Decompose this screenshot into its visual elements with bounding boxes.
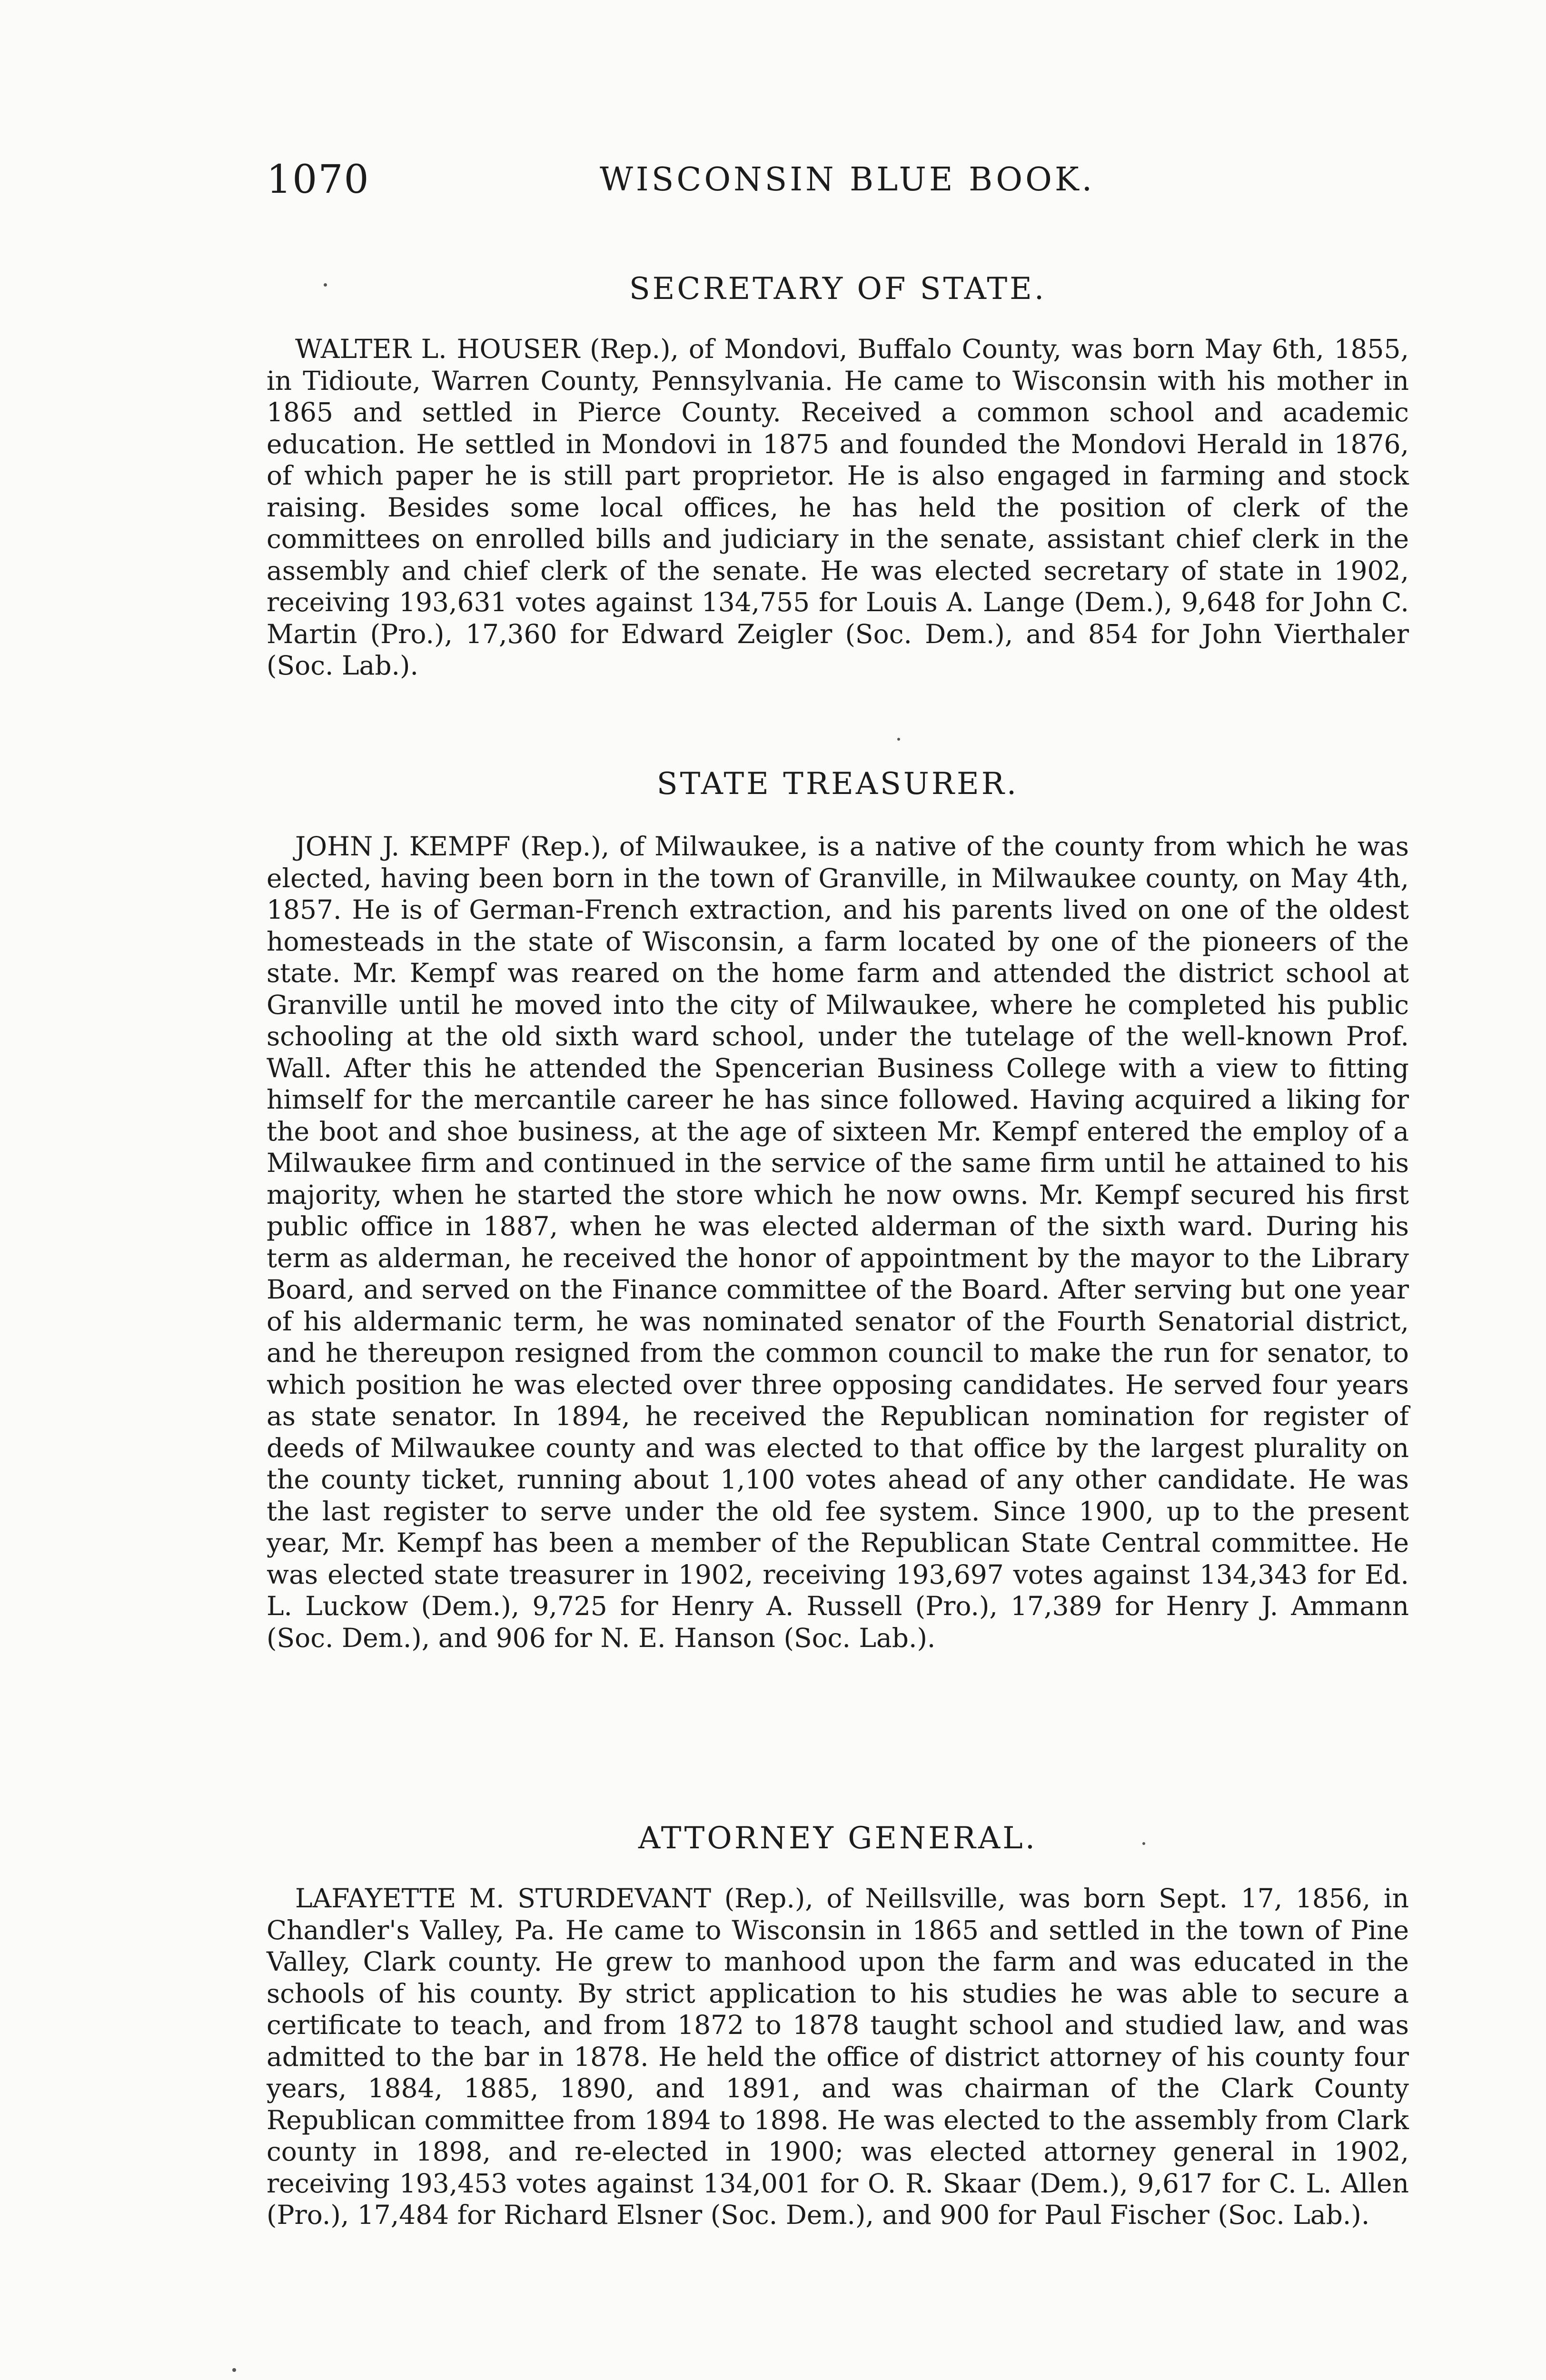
bio-attorney-general: LAFAYETTE M. STURDEVANT (Rep.), of Neillsville, was born Sept. 17, 1856, in Chandler's Valley, Pa. He came to Wisconsin in 1865 and settled in the town of Pine Valley, Clark county. He grew to manhood upon the farm and was educated in the schools of his county. By strict application to his studies he was able to secure a certificate to teach, and from 1872 to 1878 taught school and studied law, and was admitted to the bar in 1878. He held the office of district attorney of his county four years, 1884, 1885, 1890, and 1891, and was chairman of the Clark County Republican committee from 1894 to 1898. He was elected to the assembly from Clark county in 1898, and re-elected in 1900; was elected attorney general in 1902, receiving 193,453 votes against 134,001 for O. R. Skaar (Dem.), 9,617 for C. L. Allen (Pro.), 17,484 for Richard Elsner (Soc. Dem.), and 900 for Paul Fischer (Soc. Lab.). bbox=[267, 1883, 1409, 2230]
print-speck bbox=[897, 738, 900, 741]
running-head bbox=[267, 157, 1409, 209]
page-number: 1070 bbox=[267, 157, 370, 202]
print-speck bbox=[232, 2368, 236, 2372]
section-heading-state-treasurer: STATE TREASURER. bbox=[656, 766, 1019, 802]
section-heading-secretary-of-state: SECRETARY OF STATE. bbox=[629, 271, 1047, 307]
print-speck bbox=[1142, 1842, 1145, 1845]
section-heading-attorney-general: ATTORNEY GENERAL. bbox=[638, 1821, 1038, 1856]
print-speck bbox=[324, 283, 327, 287]
bio-state-treasurer: JOHN J. KEMPF (Rep.), of Milwaukee, is a native of the county from which he was elected, having been born in the town of Granville, in Milwaukee county, on May 4th, 1857. He is of German-French extraction, and his parents lived on one of the oldest homesteads in the state of Wisconsin, a farm located by one of the pioneers of the state. Mr. Kempf was reared on the home farm and attended the district school at Granville until he moved into the city of Milwaukee, where he completed his public schooling at the old sixth ward school, under the tutelage of the well-known Prof. Wall. After this he attended the Spencerian Business College with a view to fitting himself for the mercantile career he has since followed. Having acquired a liking for the boot and shoe business, at the age of sixteen Mr. Kempf entered the employ of a Milwaukee firm and continued in the service of the same firm until he attained to his majority, when he started the store which he now owns. Mr. Kempf secured his first public office in 1887, when he was elected alderman of the sixth ward. During his term as alderman, he received the honor of appointment by the mayor to the Library Board, and served on the Finance committee of the Board. After serving but one year of his aldermanic term, he was nominated senator of the Fourth Senatorial district, and he thereupon resigned from the common council to make the run for senator, to which position he was elected over three opposing candidates. He served four years as state senator. In 1894, he received the Republican nomination for register of deeds of Milwaukee county and was elected to that office by the largest plurality on the county ticket, running about 1,100 votes ahead of any other candidate. He was the last register to serve under the old fee system. Since 1900, up to the present year, Mr. Kempf has been a member of the Republican State Central committee. He was elected state treasurer in 1902, receiving 193,697 votes against 134,343 for Ed. L. Luckow (Dem.), 9,725 for Henry A. Russell (Pro.), 17,389 for Henry J. Ammann (Soc. Dem.), and 906 for N. E. Hanson (Soc. Lab.). bbox=[267, 831, 1409, 1653]
book-title: WISCONSIN BLUE BOOK. bbox=[600, 161, 1095, 198]
bio-secretary-of-state: WALTER L. HOUSER (Rep.), of Mondovi, Buffalo County, was born May 6th, 1855, in Tidioute, Warren County, Pennsylvania. He came to Wisconsin with his mother in 1865 and settled in Pierce County. Received a common school and academic education. He settled in Mondovi in 1875 and founded the Mondovi Herald in 1876, of which paper he is still part proprietor. He is also engaged in farming and stock raising. Besides some local offices, he has held the position of clerk of the committees on enrolled bills and judiciary in the senate, assistant chief clerk in the assembly and chief clerk of the senate. He was elected secretary of state in 1902, receiving 193,631 votes against 134,755 for Louis A. Lange (Dem.), 9,648 for John C. Martin (Pro.), 17,360 for Edward Zeigler (Soc. Dem.), and 854 for John Vierthaler (Soc. Lab.). bbox=[267, 334, 1409, 681]
